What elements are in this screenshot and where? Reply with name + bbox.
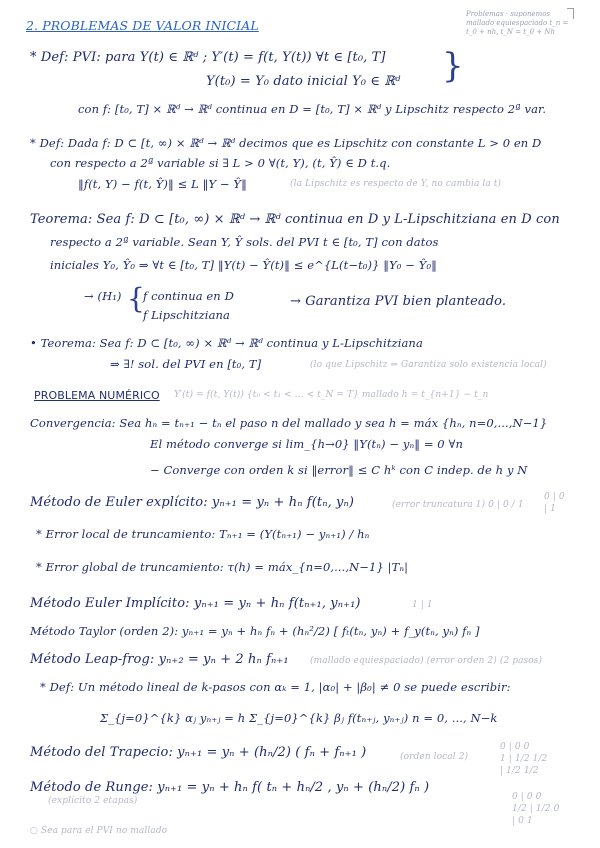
runge-note: (explícito 2 etapas) — [48, 796, 138, 806]
theorem-2-line-2: ⇒ ∃! sol. del PVI en [t₀, T] — [110, 357, 262, 371]
pvi-definition-line-3: con f: [t₀, T] × ℝᵈ → ℝᵈ continua en D = [t₀, T] × ℝᵈ y Lipschitz respecto 2ª var. — [78, 102, 547, 116]
runge-tableau-row-3: | 0 1 — [512, 816, 533, 826]
multistep-definition: * Def: Un método lineal de k-pasos con αₖ = 1, |α₀| + |β₀| ≠ 0 se puede escribir: — [40, 680, 511, 694]
hypothesis-h1-label: → (H₁) — [84, 289, 122, 303]
convergence-line-3: − Converge con orden k si ‖error‖ ≤ C hᵏ con C indep. de h y N — [150, 463, 528, 477]
trapezoid-method: Método del Trapecio: yₙ₊₁ = yₙ + (hₙ/2) ( fₙ + fₙ₊₁ ) — [30, 745, 367, 760]
euler-implicit-method: Método Euler Implícito: yₙ₊₁ = yₙ + hₙ f(tₙ₊₁, yₙ₊₁) — [30, 596, 361, 611]
theorem-2-note: (lo que Lipschitz ⇒ Garantiza solo existencia local) — [310, 360, 547, 370]
pvi-definition-line-2: Y(t₀) = Y₀ dato inicial Y₀ ∈ ℝᵈ — [206, 74, 401, 89]
global-truncation-error: * Error global de truncamiento: τ(h) = máx_{n=0,...,N−1} |Tₙ| — [36, 560, 409, 574]
page-title: 2. PROBLEMAS DE VALOR INICIAL — [26, 18, 259, 33]
corner-mark — [567, 8, 574, 19]
leapfrog-method: Método Leap-frog: yₙ₊₂ = yₙ + 2 hₙ fₙ₊₁ — [30, 652, 289, 667]
hypothesis-lipschitz: f Lipschitziana — [143, 308, 230, 322]
runge-tableau-row-1: 0 | 0 0 — [512, 792, 542, 802]
runge-tableau-row-2: 1/2 | 1/2 0 — [512, 804, 560, 814]
taylor-method: Método Taylor (orden 2): yₙ₊₁ = yₙ + hₙ fₙ + (hₙ²/2) [ fₜ(tₙ, yₙ) + f_y(tₙ, yₙ) fₙ ] — [30, 624, 480, 638]
theorem-1-line-1: Teorema: Sea f: D ⊂ [t₀, ∞) × ℝᵈ → ℝᵈ continua en D y L-Lipschitziana en D con — [30, 212, 560, 227]
leapfrog-note: (mallado equiespaciado) (error orden 2) (2 pasos) — [310, 656, 543, 666]
euler-implicit-note: 1 | 1 — [412, 600, 433, 610]
trapezoid-tableau-row-1: 0 | 0 0 — [500, 742, 530, 752]
lipschitz-definition-line-2: con respecto a 2ª variable si ∃ L > 0 ∀(t, Y), (t, Ŷ) ∈ D t.q. — [50, 156, 391, 170]
lipschitz-note: (la Lipschitz es respecto de Y, no cambia la t) — [290, 179, 502, 189]
theorem-1-line-3: iniciales Y₀, Ŷ₀ ⇒ ∀t ∈ [t₀, T] ‖Y(t) − Ŷ(t)‖ ≤ e^{L(t−t₀)} ‖Y₀ − Ŷ₀‖ — [50, 258, 438, 272]
euler-explicit-note: (error truncatura 1) 0 | 0 / 1 — [392, 500, 524, 510]
trapezoid-note: (orden local 2) — [400, 752, 469, 762]
euler-tableau-row-1: 0 | 0 — [544, 492, 565, 502]
euler-tableau-row-2: | 1 — [544, 504, 556, 514]
trapezoid-tableau-row-3: | 1/2 1/2 — [500, 766, 539, 776]
side-note: Problemas · suponemos mallado equiespaciado t_n = t_0 + nh, t_N = t_0 + Nh — [466, 10, 569, 36]
footer-note: ○ Sea para el PVI no mallado — [30, 826, 168, 836]
multistep-formula: Σ_{j=0}^{k} αⱼ yₙ₊ⱼ = h Σ_{j=0}^{k} βⱼ f(tₙ₊ⱼ, yₙ₊ⱼ) n = 0, ..., N−k — [100, 711, 498, 725]
numeric-problem-heading: PROBLEMA NUMÉRICO — [34, 389, 160, 402]
trapezoid-tableau-row-2: 1 | 1/2 1/2 — [500, 754, 548, 764]
runge-method: Método de Runge: yₙ₊₁ = yₙ + hₙ f( tₙ + hₙ/2 , yₙ + (hₙ/2) fₙ ) — [30, 780, 430, 795]
convergence-line-2: El método converge si lim_{h→0} ‖Y(tₙ) − yₙ‖ = 0 ∀n — [150, 437, 464, 451]
numeric-problem-note: Y′(t) = f(t, Y(t)) {t₀ < t₁ < ... < t_N = T} mallado h = t_{n+1} − t_n — [174, 390, 489, 400]
hypothesis-result: → Garantiza PVI bien planteado. — [290, 294, 507, 309]
local-truncation-error: * Error local de truncamiento: Tₙ₊₁ = (Y(tₙ₊₁) − yₙ₊₁) / hₙ — [36, 527, 370, 541]
pvi-definition-line-1: * Def: PVI: para Y(t) ∈ ℝᵈ ; Y′(t) = f(t, Y(t)) ∀t ∈ [t₀, T] — [30, 50, 386, 65]
euler-explicit-method: Método de Euler explícito: yₙ₊₁ = yₙ + hₙ f(tₙ, yₙ) — [30, 495, 355, 510]
lipschitz-definition-line-1: * Def: Dada f: D ⊂ [t, ∞) × ℝᵈ → ℝᵈ decimos que es Lipschitz con constante L > 0 en D — [30, 136, 542, 150]
pvi-brace: } — [442, 46, 464, 86]
theorem-2-line-1: • Teorema: Sea f: D ⊂ [t₀, ∞) × ℝᵈ → ℝᵈ continua y L-Lipschitziana — [30, 336, 423, 350]
convergence-line-1: Convergencia: Sea hₙ = tₙ₊₁ − tₙ el paso n del mallado y sea h = máx {hₙ, n=0,...,N−1} — [30, 416, 548, 430]
hypothesis-brace: { — [127, 282, 145, 315]
theorem-1-line-2: respecto a 2ª variable. Sean Y, Ŷ sols. del PVI t ∈ [t₀, T] con datos — [50, 235, 439, 249]
lipschitz-definition-line-3: ‖f(t, Y) − f(t, Ŷ)‖ ≤ L ‖Y − Ŷ‖ — [78, 177, 247, 191]
hypothesis-continua: f continua en D — [143, 289, 234, 303]
